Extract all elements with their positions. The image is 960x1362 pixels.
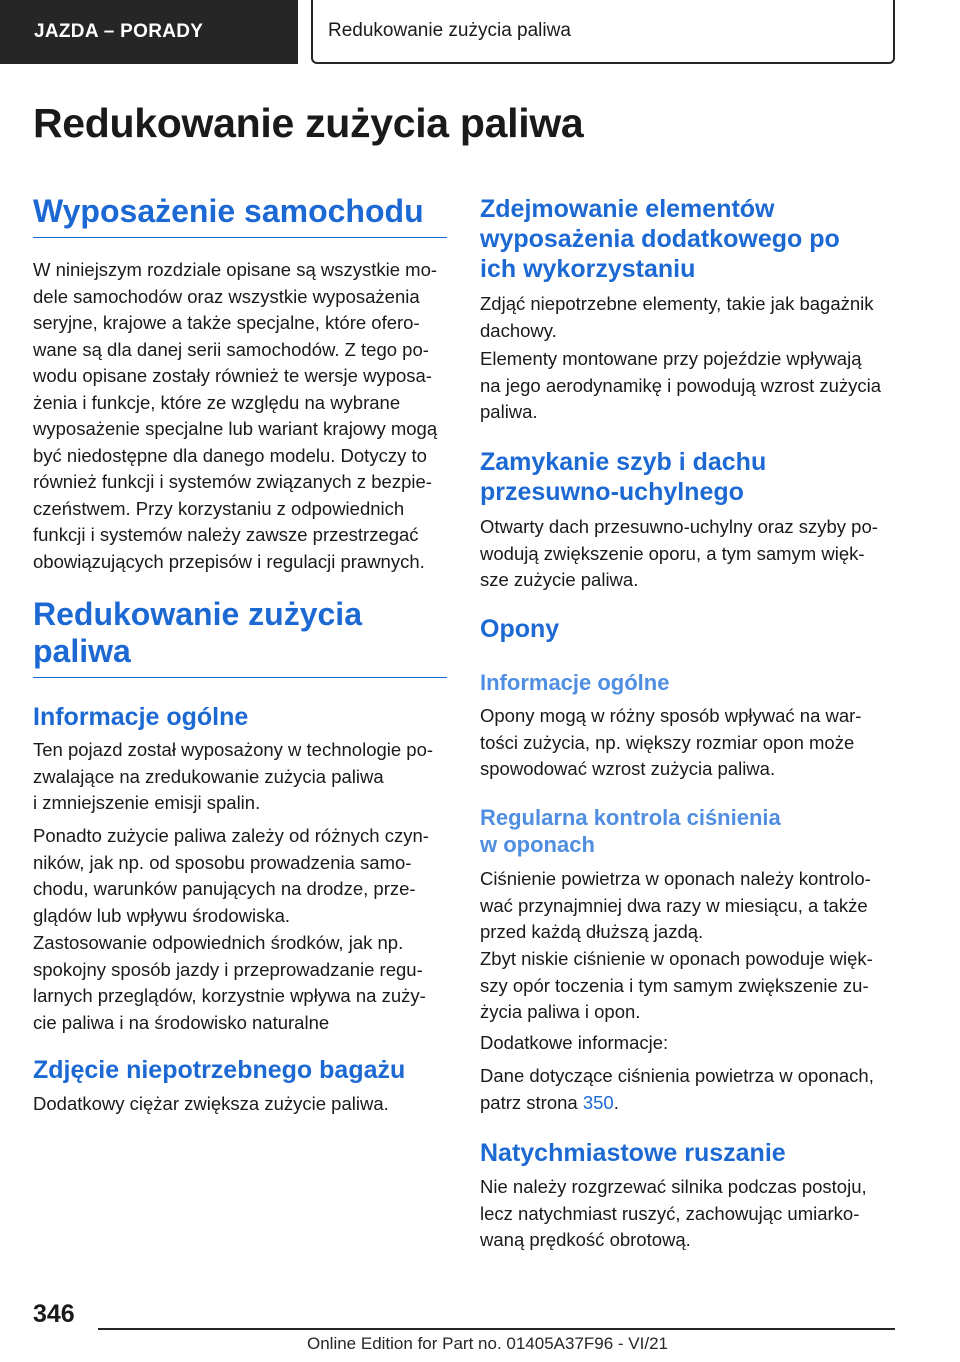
page-number: 346 [33, 1300, 75, 1328]
page-link-350[interactable]: 350 [582, 1091, 614, 1113]
heading-reducing: Redukowanie zużycia paliwa [33, 596, 447, 678]
paragraph-immediate-start: Nie należy rozgrzewać silnika podczas postoju, lecz natychmiast ruszyć, zachowując umiarko- waną prędkość obrotową. [480, 1176, 867, 1250]
header-chapter-label: Redukowanie zużycia paliwa [328, 20, 571, 41]
page-title: Redukowanie zużycia paliwa [33, 100, 584, 146]
paragraph-tires-1: Opony mogą w różny sposób wpływać na war- tości zużycia, np. większy rozmiar opon może spowodować wzrost zużycia paliwa. [480, 705, 862, 779]
paragraph-luggage: Dodatkowy ciężar zwiększa zużycie paliwa. [33, 1093, 389, 1114]
heading-tires: Opony [480, 615, 560, 643]
heading-general-info: Informacje ogólne [33, 703, 249, 731]
heading-tire-pressure: Regularna kontrola ciśnienia w oponach [480, 805, 781, 857]
paragraph-tires-4: Dodatkowe informacje: [480, 1032, 669, 1053]
heading-removing: Zdejmowanie elementów wyposażenia dodatkowego po ich wykorzystaniu [480, 195, 840, 283]
paragraph-removing-2: Elementy montowane przy pojeździe wpływają na jego aerodynamikę i powodują wzrost zużycia paliwa. [480, 348, 882, 422]
heading-immediate-start: Natychmiastowe ruszanie [480, 1139, 786, 1167]
paragraph-closing: Otwarty dach przesuwno-uchylny oraz szyby po- wodują zwiększenie oporu, a tym samym więk- sze zużycie paliwa. [480, 516, 878, 590]
paragraph-equipment: W niniejszym rozdziale opisane są wszystkie mo- dele samochodów oraz wszystkie wyposażenia seryjne, krajowe a także specjalne, które ofero- wane są dla danej serii samochodów. Z tego po- wodu opisane zostały również te wersje wyposa- żenia i funkcje, które ze względu na wybrane wyposażenie specjalne lub wariant krajowy mogą być niedostępne dla danego modelu. Dotyczy to również funkcji i systemów związanych z bezpie- czeństwem. Przy korzystaniu z odpowiednich funkcji i systemów należy zawsze przestrzegać obowiązujących przepisów i regulacji prawnych. [33, 259, 438, 572]
heading-closing: Zamykanie szyb i dachu przesuwno-uchylnego [480, 448, 767, 506]
paragraph-tires-2: Ciśnienie powietrza w oponach należy kontrolo- wać przynajmniej dwa razy w miesiącu, a także przed każdą dłuższą jazdą. [480, 868, 871, 942]
paragraph-general-3: Zastosowanie odpowiednich środków, jak np. spokojny sposób jazdy i przeprowadzanie regu- larnych przeglądów, korzystnie wpływa na zuży- cie paliwa i na środowisko naturalne [33, 932, 426, 1033]
header-section-tab [0, 0, 298, 64]
header-section-label: JAZDA – PORADY [34, 21, 204, 42]
paragraph-general-1: Ten pojazd został wyposażony w technologie po- zwalające na zredukowanie zużycia paliwa i zmniejszenie emisji spalin. [33, 739, 434, 813]
header-chapter-box [311, 0, 895, 64]
paragraph-tires-5: Dane dotyczące ciśnienia powietrza w oponach, patrz strona 350. [480, 1065, 874, 1113]
paragraph-removing-1: Zdjąć niepotrzebne elementy, takie jak bagażnik dachowy. [480, 293, 874, 341]
footer-divider [98, 1328, 895, 1330]
paragraph-tires-3: Zbyt niskie ciśnienie w oponach powoduje więk- szy opór toczenia i tym samym zwiększenie zu- życia paliwa i opon. [480, 948, 873, 1022]
heading-tires-general: Informacje ogólne [480, 670, 670, 695]
heading-luggage: Zdjęcie niepotrzebnego bagażu [33, 1056, 406, 1084]
paragraph-general-2: Ponadto zużycie paliwa zależy od różnych czyn- ników, jak np. od sposobu prowadzenia samo- chodu, warunków panujących na drodze, prze- glądów lub wpływu środowiska. [33, 825, 429, 926]
footer-edition: Online Edition for Part no. 01405A37F96 - VI/21 [307, 1334, 669, 1353]
heading-equipment: Wyposażenie samochodu [33, 193, 447, 238]
